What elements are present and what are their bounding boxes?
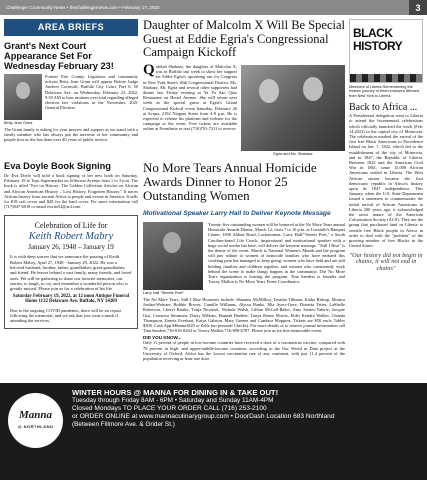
area-briefs-column bbox=[4, 19, 138, 329]
page-number: 3 bbox=[409, 0, 427, 15]
banner-location: (Between Fillmore Ave. & Grider St.) bbox=[72, 421, 175, 428]
grant-body-continued: The Grant family is asking for your prayers and support as we stand with a family member who has always put the interests of her community and people first as she has done over 40 years of public service. bbox=[4, 127, 138, 143]
manna-logo-name: Manna bbox=[18, 408, 53, 421]
grant-headline: Grant's Next Court Appearance Set For Wednesday February 23! bbox=[4, 41, 114, 71]
malcolm-x-text: ubilah Shabazz, the daughter of Malcolm X, was in Buffalo last week to show her support for Eddie Egria's upcoming run for Congress in New York State's 26th Congressional District. Ms. Shabazz, Mr. Egria and several other supporters had dinner last Friday evening at Ya Ya Sao Qiao Restaurant on Hertel Avenue. She will return next week as the special guest at Egria's Grand Congressional Kickoff event Saturday, February 26 at Acqua, 2192 Niagara Street from 4-8 p.m. He is expected to release his platform and website for the campaign at the event. Free tickets are available online at Eventbrite or text (716)791-7211 to reserve. bbox=[143, 64, 237, 132]
larry-hall-photo bbox=[143, 222, 203, 290]
did-you-know-heading: DID YOU KNOW... bbox=[143, 335, 182, 341]
homicide-awards-body: Twenty-five outstanding women will be honored at the No More Tears annual Homicide Awards Dinner, March 12, from 7 to 10 p.m. at Lucarelli's Banquet Center, 1830 Abbott Road, Lackawanna. Larry Hall/"Streets Poet," a South Carolina-based Life Coach, inspirational and motivational speaker with a huge social media fan base, will deliver the keynote message. "Still I Rise" is the theme of the event. March is National Women's Month and the program will pay tribute to women of homicide families who have endured this crushing pain but managed to keep going: women who have held and are still holding families and children together, and women who consistently work behind the scene to make things happen in the community. The No More Tears organization is hosting the program. Tina Sanders is founder and Tracey Mallon is No More Tears Event Coordinator. bbox=[208, 222, 345, 285]
malcolm-x-headline: Daughter of Malcolm X Will Be Special Guest at Eddie Egria's Congressional Campaign Kickoff bbox=[143, 18, 345, 59]
eva-doyle-headline: Eva Doyle Book Signing bbox=[4, 161, 111, 171]
manna-logo bbox=[8, 393, 63, 448]
banner-online: or ORDER ONLINE at www.mannaculinarygroup.com • DoorDash Location 683 Northland bbox=[72, 413, 335, 420]
banner-text bbox=[72, 388, 422, 429]
person-shape bbox=[303, 77, 323, 101]
masthead-text: Challenger Community News • thechallengernews.com • February 17, 2022 bbox=[6, 5, 160, 10]
drop-cap: Q bbox=[143, 62, 155, 78]
masthead bbox=[0, 0, 427, 15]
banner-phone: Closed Mondays TO PLACE YOUR ORDER CALL (716) 253-2100 bbox=[72, 405, 267, 412]
celebration-event-details: Saturday February 19, 2022, at 12 noon Antique Funeral Home 1132 Delaware Ave. Buffalo, NY 14209 bbox=[12, 293, 130, 305]
back-to-africa-body: A Presidential delegation went to Liberia to attend the bicentennial celebrations which officially launched the week (Feb. 14,2022) in the capital city of Monrovia. The celebration marked the arrival of the first free Black Americans to Providence Island on Jan. 7, 1822, which led to the establishment of the city of Monrovia, and in 1847, the Republic of Liberia. Between 1822 and the American Civil War in 1861, some 15,000 African Americans settled in Liberia. The West African nation became the first democratic republic in Africa's history upon its 1847 independence. This January, when the U.S. State Department issued a statement to commemorate the initial arrival of African Americans to Liberia 200 years ago, it acknowledged the racist nature of the American Colonization Society (ACS). They are the group that purchased land in Liberia to resettle free Black people in Africa in order to deal with the "problem" of the growing number of free Blacks in the United States. bbox=[349, 113, 423, 249]
portrait-face-shape bbox=[16, 82, 30, 99]
black-history-graphic bbox=[349, 19, 423, 83]
area-briefs-heading: AREA BRIEFS bbox=[4, 19, 138, 36]
black-history-caption: Members of Liberia Remembering the historic journey of freed enslaved Africans from New York to Liberia. bbox=[349, 85, 420, 98]
celebration-body: It is with deep sorrow that we announce the passing of Keith Robert Mabry, April 27, 1948 - January 29, 2022. He was a beloved husband, brother, father, grandfather, great-grandfather, and friend. He leaves behind a vast family, many friends, and loved ones. We will be gathering to share our favorite memories, our stories, to laugh, to cry, and remember a wonderful person who is greatly missed. Please join us for a celebration of his life bbox=[10, 254, 132, 292]
black-history-title: BLACK HISTORY bbox=[353, 26, 403, 53]
photo-caption: Larry Hall "Streets Poet" bbox=[143, 291, 184, 295]
grant-article bbox=[4, 74, 138, 156]
history-quote: "Our history did not begin in chains, it will not end in chains" bbox=[349, 251, 423, 272]
manna-advertisement bbox=[0, 383, 427, 480]
eva-doyle-body: Dr. Eva Doyle will hold a book signing of her new book on Saturday, February 19 at Tops Supermarket on Jefferson Avenue from 1 to 3 p.m. The book is titled "Eye on History: The Golden Collection Articles on African and African American History – Lost History, Forgotten History." It traces African history from ancient Africa to people and events in America. It sells for $18 soft cover and $28 for the hard cover. For more information call (717)847-6018 or email ewrite52@aol.com bbox=[4, 173, 138, 210]
homicide-awards-subhead: Motivational Speaker Larry Hall to Deliver Keynote Message bbox=[143, 210, 331, 217]
grant-body: Former Erie County Legislator and community activist Betty Jean Grant will appear Before Judge Andrew Cornwall, Buffalo City Court, Part 6, 50 Delaware Ave. on Wednesday, February 23, 2022, 9:30 AM to hear motions over trial regarding alleged election law violations in the November, 2021 General Election. bbox=[45, 74, 138, 111]
covid-note: Due to the ongoing COVID pandemic, there will be no repast following the memorial, and we ask that you wear a mask if attending the services. bbox=[10, 307, 121, 324]
homicide-awards-headline: No More Tears Annual Homicide Awards Dinner to Honor 25 Outstanding Women bbox=[143, 160, 317, 203]
celebration-of-life-notice bbox=[4, 215, 138, 328]
photo-caption: Egria and Ms. Shabazz bbox=[273, 152, 313, 156]
decorative-stripe bbox=[350, 74, 423, 82]
life-dates: January 26, 1948 – January 19 bbox=[28, 243, 114, 252]
did-you-know-body: Only 11 percent of people in low-income countries have received a dose of a coronavirus vaccine, compared with 78 percent in high- and upper-middle-income countries, according to the Our World in Data project at the University of Oxford. Africa has the lowest vaccination rate of any continent, with just 11.4 percent of the population receiving at least one dose. bbox=[143, 340, 345, 362]
betty-jean-grant-photo bbox=[4, 74, 42, 120]
celebration-title: Celebration of Life for bbox=[34, 221, 108, 231]
portrait-face-shape bbox=[163, 232, 181, 253]
honorees-list: The No More Tears, Still I Rise Honorees include: Shaunna McMillon, Tanisha Tillman, Kiaha Bishop, Monica Jordan-Webster, Bobbie Brown, Camille Williams, Alyssa Banks, Mia Ayers-Gore, Donetta Tetter, LaShelle Roberson, Cheryl Rattler, Tonja Newkirk, Nichole Walsh, Lillian McCall-Baker, Amy Stones-Valerie, Jacquie Gist, Contessa Simmons, Daisy Wilkins, Hannah Buehler, Tonya Renee Morris, Elder Kendra Walker, Chanda Thompson, Zeneta Everhart, Kaiya Galston, Mary Greene and Candace Moppins. Tickets are $50 each; Tables $500. Cash App $Hanna1020 or Zelle (no personal Checks). For more details or to reserve journal information call Tina Sanders 716-816-8264 or Tracey Mallon 716-698-6787. Please join us for this memorable event. bbox=[143, 297, 345, 334]
egria-shabazz-photo bbox=[241, 65, 345, 151]
black-history-column bbox=[349, 19, 423, 272]
banner-hours: Tuesday through Friday 8AM - 6PM • Saturday and Sunday 11AM-4PM bbox=[72, 397, 274, 404]
deceased-name: Keith Robert Mabry bbox=[28, 231, 114, 243]
banner-headline: WINTER HOURS @ MANNA FOR DINING IN & TAKE OUT! bbox=[72, 388, 279, 397]
homicide-awards-body-continued bbox=[143, 297, 345, 361]
photo-caption: Betty Jean Grant bbox=[4, 121, 33, 125]
manna-logo-sub: @ NORTHLAND bbox=[17, 423, 54, 429]
back-to-africa-headline: Back to Africa ... bbox=[349, 102, 418, 114]
person-shape bbox=[259, 79, 279, 103]
malcolm-x-body bbox=[143, 64, 237, 132]
